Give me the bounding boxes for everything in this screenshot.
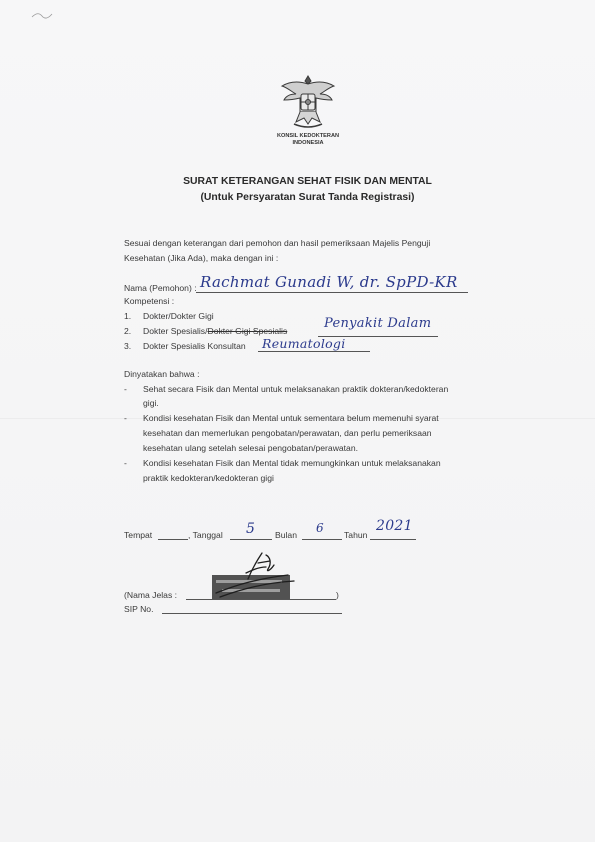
tanggal-underline (230, 539, 272, 540)
bullet-2-line-1: Kondisi kesehatan Fisik dan Mental untuk sementara belum memenuhi syarat (143, 413, 439, 423)
name-underline (196, 292, 468, 293)
sip-label: SIP No. (124, 604, 154, 614)
specialty-handwritten: Penyakit Dalam (324, 316, 432, 331)
council-line-2: INDONESIA (292, 140, 324, 146)
name-clear-underline (186, 599, 336, 600)
sip-underline (162, 613, 342, 614)
name-handwritten: Rachmat Gunadi W, dr. SpPD-KR (200, 273, 458, 291)
bullet-1-line-2: gigi. (143, 398, 159, 408)
bullet-2-dash: - (124, 413, 127, 423)
bulan-handwritten: 6 (316, 521, 324, 535)
name-clear-close: ) (336, 590, 339, 600)
intro-line-1: Sesuai dengan keterangan dari pemohon dan hasil pemeriksaan Majelis Penguji (124, 238, 431, 248)
consultant-handwritten: Reumatologi (262, 336, 346, 351)
tanggal-handwritten: 5 (246, 521, 256, 537)
statement-label: Dinyatakan bahwa : (124, 369, 200, 379)
handwritten-signature (206, 545, 301, 605)
competence-item-1-text: Dokter/Dokter Gigi (143, 311, 214, 321)
bulan-underline (302, 539, 342, 540)
garuda-emblem-icon (278, 72, 338, 134)
council-name (250, 133, 366, 147)
bullet-3-dash: - (124, 458, 127, 468)
document-title: SURAT KETERANGAN SEHAT FISIK DAN MENTAL (183, 176, 432, 187)
document-subtitle: (Untuk Persyaratan Surat Tanda Registrasi) (200, 192, 415, 203)
consultant-underline (258, 351, 370, 352)
competence-item-3-num: 3. (124, 341, 132, 351)
bulan-label: Bulan (275, 530, 297, 540)
competence-item-1-num: 1. (124, 311, 132, 321)
tahun-label: Tahun (344, 530, 368, 540)
council-line-1: KONSIL KEDOKTERAN (276, 133, 340, 139)
bullet-1-line-1: Sehat secara Fisik dan Mental untuk melaksanakan praktik dokteran/kedokteran (143, 384, 449, 394)
competence-item-2-num: 2. (124, 326, 132, 336)
tempat-underline (158, 539, 188, 540)
tahun-underline (370, 539, 416, 540)
name-clear-label: (Nama Jelas : (124, 590, 178, 600)
bullet-1-dash: - (124, 384, 127, 394)
bullet-3-line-2: praktik kedokteran/kedokteran gigi (143, 473, 274, 483)
competence-item-3-text: Dokter Spesialis Konsultan (143, 341, 246, 351)
name-label: Nama (Pemohon) : (124, 283, 197, 293)
bullet-2-line-2: kesehatan dan memerlukan pengobatan/perawatan, dan perlu pemeriksaan (143, 428, 432, 438)
intro-line-2: Kesehatan (Jika Ada), maka dengan ini : (124, 253, 279, 263)
bullet-2-line-3: kesehatan ulang setelah selesai pengobatan/perawatan. (143, 443, 359, 453)
tanggal-label: , Tanggal (188, 530, 223, 540)
tempat-label: Tempat (124, 530, 153, 540)
competence-label: Kompetensi : (124, 296, 175, 306)
bullet-3-line-1: Kondisi kesehatan Fisik dan Mental tidak memungkinkan untuk melaksanakan (143, 458, 441, 468)
tahun-handwritten: 2021 (376, 518, 413, 534)
scribble-mark (30, 8, 60, 22)
competence-item-2-text: Dokter Spesialis/ (143, 326, 208, 336)
competence-item-2-strike: Dokter Gigi Spesialis (207, 326, 288, 336)
